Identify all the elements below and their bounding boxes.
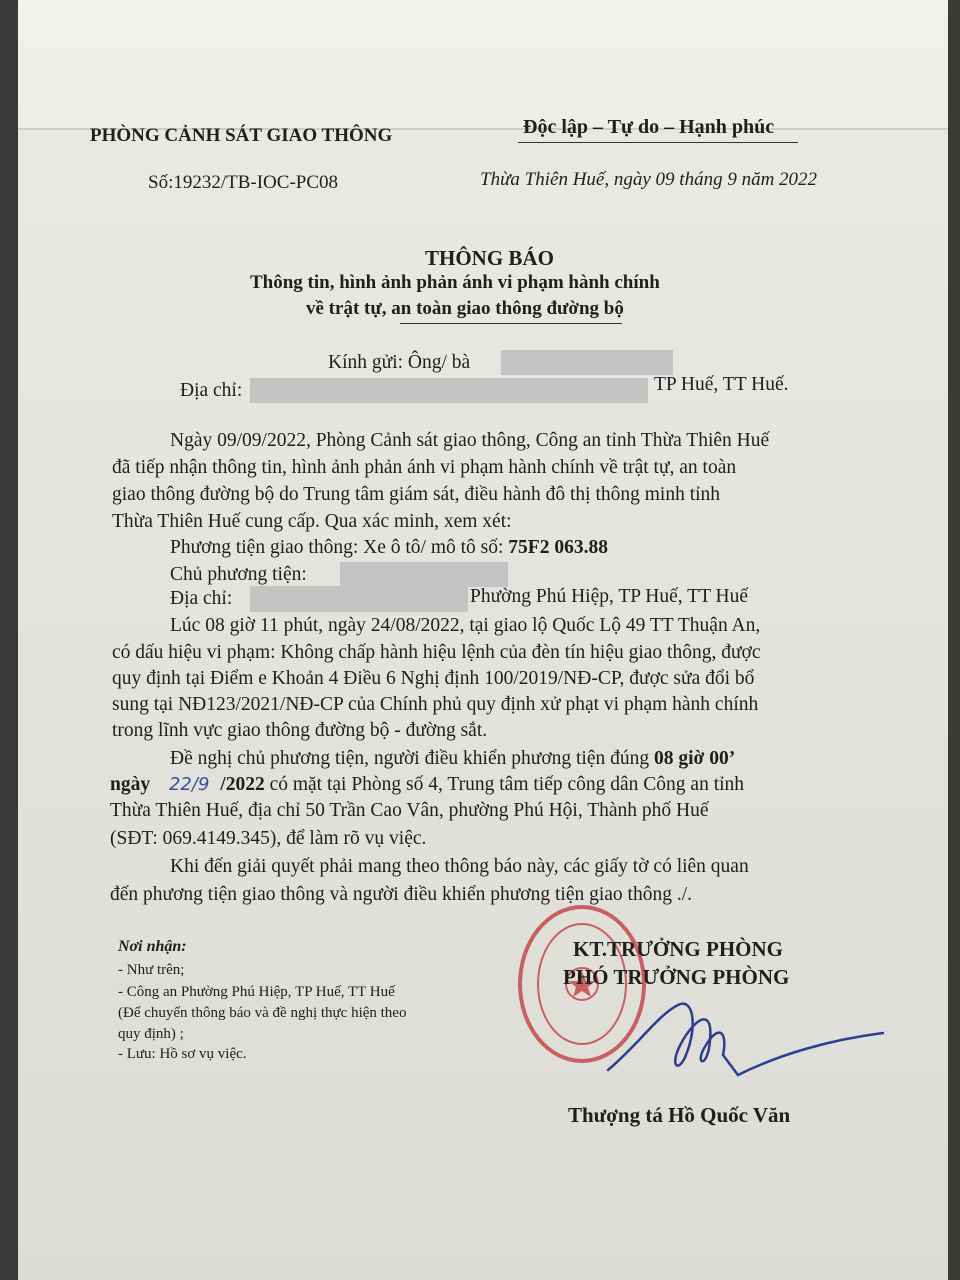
document-title: THÔNG BÁO [425,246,554,270]
owner-address-label: Địa chỉ: [170,588,233,609]
document-subtitle-line2: về trật tự, an toàn giao thông đường bộ [306,298,624,319]
agency-name: PHÒNG CẢNH SÁT GIAO THÔNG [90,125,393,146]
license-plate: 75F2 063.88 [508,537,608,558]
appointment-time: 08 giờ 00’ [654,748,736,769]
body-text: quy định tại Điểm e Khoản 4 Điều 6 Nghị định 100/2019/NĐ-CP, được sửa đổi bổ [112,668,755,689]
signer-name: Thượng tá Hồ Quốc Văn [568,1103,791,1127]
body-text: giao thông đường bộ do Trung tâm giám sát, điều hành đô thị thông minh tỉnh [112,484,721,505]
body-text: đã tiếp nhận thông tin, hình ảnh phản ánh vi phạm hành chính về trật tự, an toàn [112,457,737,478]
body-text: Ngày 09/09/2022, Phòng Cảnh sát giao thông, Công an tỉnh Thừa Thiên Huế [170,430,770,451]
recipients-heading: Nơi nhận: [118,938,187,955]
document-subtitle-line1: Thông tin, hình ảnh phản ánh vi phạm hành chính [250,272,660,293]
body-text: đến phương tiện giao thông và người điều khiển phương tiện giao thông ./. [110,884,693,905]
body-text: Thừa Thiên Huế, địa chỉ 50 Trần Cao Vân, phường Phú Hội, Thành phố Huế [110,800,709,821]
redacted-owner [340,562,508,587]
title-underline [400,323,622,324]
document-page [18,0,948,1280]
vehicle-line [170,537,608,559]
redacted-owner-address [250,586,468,612]
owner-address-tail: Phường Phú Hiệp, TP Huế, TT Huế [470,586,748,607]
national-motto: Độc lập – Tự do – Hạnh phúc [523,116,775,138]
recipient-item: - Như trên; [118,962,185,978]
body-text: trong lĩnh vực giao thông đường bộ - đường sắt. [112,720,488,741]
recipient-item: (Để chuyển thông báo và đề nghị thực hiện theo [118,1005,407,1021]
recipient-item: quy định) ; [118,1026,184,1042]
recipient-greeting: Kính gửi: Ông/ bà [328,352,471,373]
redacted-address [250,378,648,403]
body-text: Đề nghị chủ phương tiện, người điều khiển phương tiện đúng 08 giờ 00’ [170,748,736,769]
body-text: sung tại NĐ123/2021/NĐ-CP của Chính phủ quy định xử phạt vi phạm hành chính [112,694,759,715]
appointment-date-line: ngày 22/9 /2022 có mặt tại Phòng số 4, Trung tâm tiếp công dân Công an tỉnh [110,774,745,795]
handwritten-date: 22/9 [168,774,210,795]
body-text: có dấu hiệu vi phạm: Không chấp hành hiệu lệnh của đèn tín hiệu giao thông, được [112,642,761,663]
signature-title-line1: KT.TRƯỞNG PHÒNG [573,937,783,961]
vehicle-label: Phương tiện giao thông: Xe ô tô/ mô tô số: [170,537,504,558]
body-text: (SĐT: 069.4149.345), để làm rõ vụ việc. [110,828,427,849]
recipient-item: - Công an Phường Phú Hiệp, TP Huế, TT Huế [118,984,395,1000]
recipient-address-label: Địa chỉ: [180,380,243,401]
recipient-address-tail: TP Huế, TT Huế. [654,374,789,395]
owner-label: Chủ phương tiện: [170,564,307,585]
folded-top-edge [18,0,948,130]
body-text: Thừa Thiên Huế cung cấp. Qua xác minh, xem xét: [112,511,512,532]
redacted-name [501,350,673,375]
document-number: Số:19232/TB-IOC-PC08 [148,172,339,193]
recipient-item: - Lưu: Hồ sơ vụ việc. [118,1046,247,1062]
body-text: Khi đến giải quyết phải mang theo thông báo này, các giấy tờ có liên quan [170,856,749,877]
handwritten-signature [598,985,898,1095]
body-text: Lúc 08 giờ 11 phút, ngày 24/08/2022, tại giao lộ Quốc Lộ 49 TT Thuận An, [170,615,761,636]
signature-title-line2: PHÓ TRƯỞNG PHÒNG [563,965,790,989]
motto-underline [518,142,798,143]
place-and-date: Thừa Thiên Huế, ngày 09 tháng 9 năm 2022 [480,169,818,190]
